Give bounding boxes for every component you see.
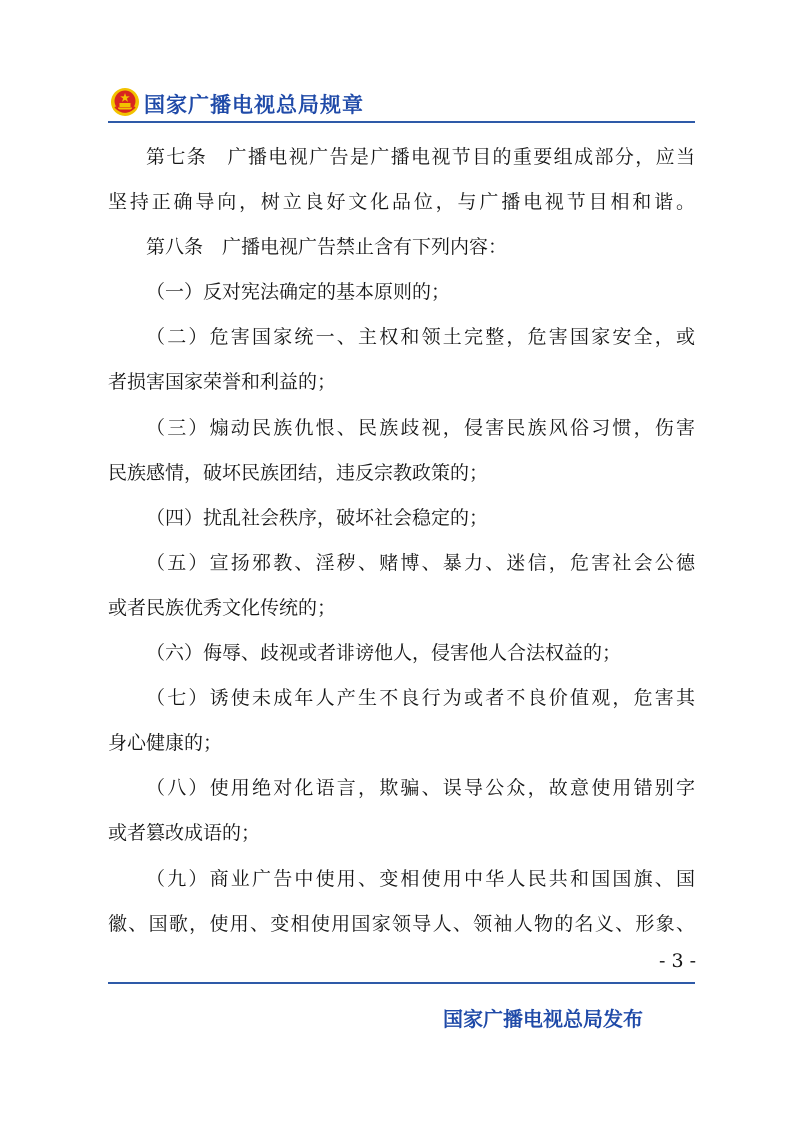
text-line: （六）侮辱、歧视或者诽谤他人，侵害他人合法权益的； (146, 642, 622, 665)
header-title: 国家广播电视总局规章 (144, 93, 364, 117)
page-number: - 3 - (658, 950, 696, 972)
text-line: （五）宣扬邪教、淫秽、赌博、暴力、迷信，危害社会公德 (146, 551, 695, 574)
text-line: 或者民族优秀文化传统的； (108, 596, 337, 619)
text-line: 第八条 广播电视广告禁止含有下列内容： (146, 236, 508, 259)
text-line: （九）商业广告中使用、变相使用中华人民共和国国旗、国 (146, 867, 695, 890)
text-line: 或者篡改成语的； (108, 822, 261, 845)
page-header (100, 83, 700, 123)
footer-publisher: 国家广播电视总局发布 (443, 1007, 643, 1031)
text-line: 徽、国歌，使用、变相使用国家领导人、领袖人物的名义、形象、 (108, 912, 695, 935)
footer-divider (108, 982, 695, 984)
text-line: 第七条 广播电视广告是广播电视节目的重要组成部分，应当 (146, 146, 695, 168)
text-line: （四）扰乱社会秩序，破坏社会稳定的； (146, 506, 489, 529)
text-line: 身心健康的； (108, 732, 223, 755)
text-line: 者损害国家荣誉和利益的； (108, 371, 337, 394)
text-line: （八）使用绝对化语言，欺骗、误导公众，故意使用错别字 (146, 777, 695, 800)
national-emblem-icon (110, 87, 140, 117)
text-line: 坚持正确导向，树立良好文化品位，与广播电视节目相和谐。 (108, 191, 695, 214)
header-divider (108, 121, 695, 123)
text-line: 民族感情，破坏民族团结，违反宗教政策的； (108, 461, 489, 484)
text-line: （三）煽动民族仇恨、民族歧视，侵害民族风俗习惯，伤害 (146, 416, 695, 439)
text-line: （一）反对宪法确定的基本原则的； (146, 281, 451, 304)
text-line: （七）诱使未成年人产生不良行为或者不良价值观，危害其 (146, 687, 695, 710)
text-line: （二）危害国家统一、主权和领土完整，危害国家安全，或 (146, 326, 695, 349)
document-body (108, 137, 695, 949)
